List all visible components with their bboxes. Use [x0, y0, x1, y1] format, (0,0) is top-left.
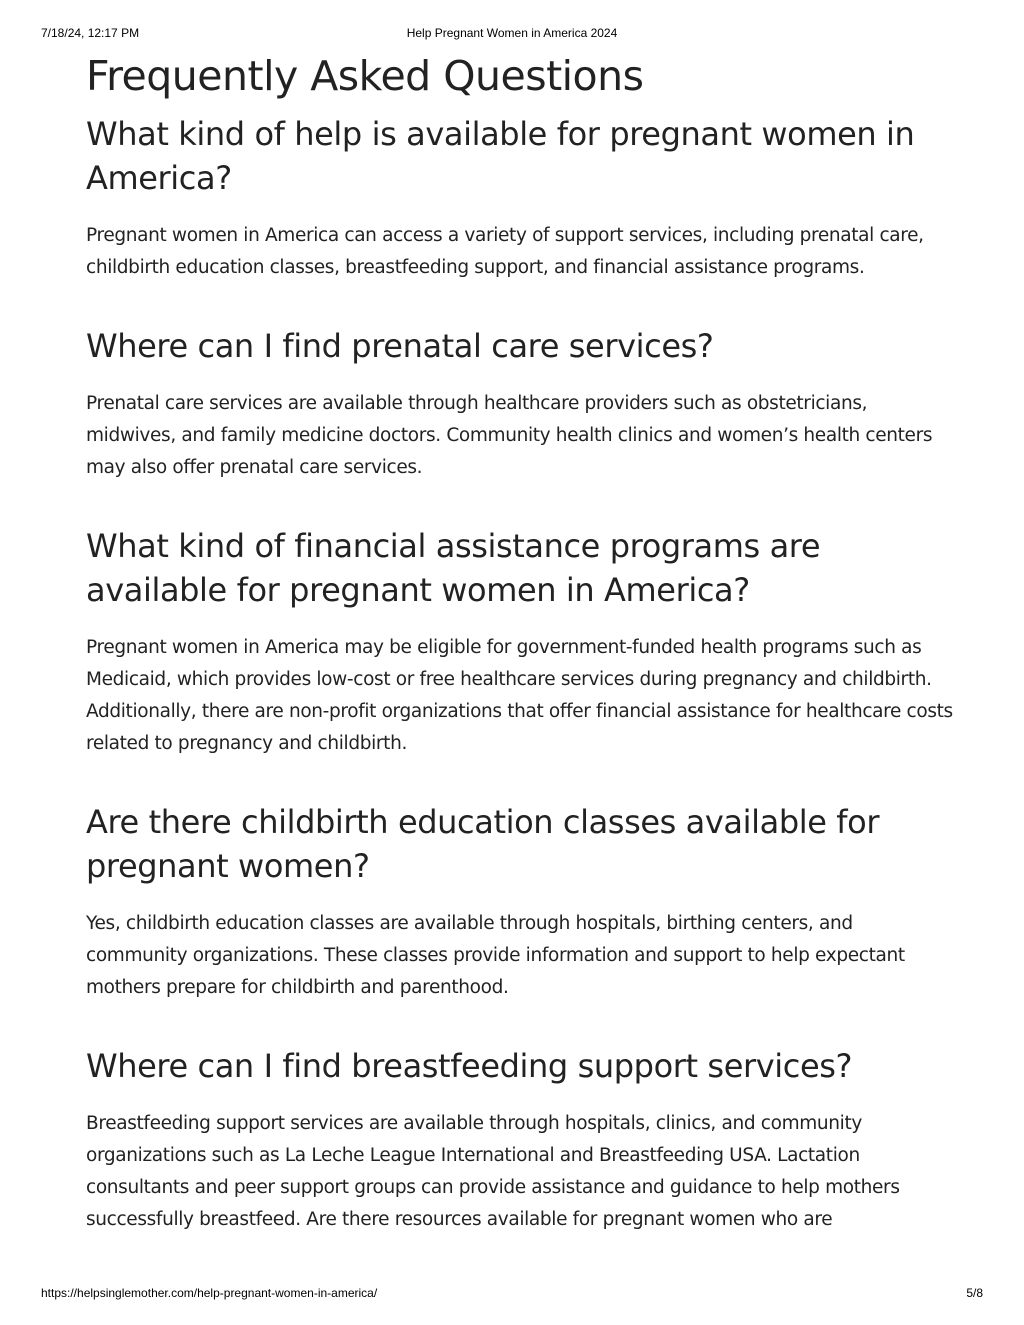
faq-answer: Pregnant women in America can access a variety of support services, including prenatal care, childbirth education classes, breastfeeding support, and financial assistance programs. [86, 225, 924, 278]
print-footer [0, 1286, 1024, 1302]
page-title: Frequently Asked Questions [86, 52, 644, 100]
faq-item [86, 524, 956, 760]
print-url: https://helpsinglemother.com/help-pregnant-women-in-america/ [41, 1286, 378, 1300]
print-header [0, 26, 1024, 42]
faq-item [86, 1044, 956, 1236]
page-number: 5/8 [966, 1286, 983, 1300]
faq-answer: Breastfeeding support services are available through hospitals, clinics, and community organizations such as La Leche League International and Breastfeeding USA. Lactation consultants and peer support groups can provide assistance and guidance to help mothers successfully breastfeed. Are there resources available for pregnant women who are [86, 1113, 900, 1230]
faq-answer: Yes, childbirth education classes are available through hospitals, birthing centers, and community organizations. These classes provide information and support to help expectant mothers prepare for childbirth and parenthood. [86, 913, 905, 998]
faq-item [86, 324, 956, 484]
faq-question: What kind of financial assistance programs are available for pregnant women in America? [86, 527, 821, 609]
faq-answer: Prenatal care services are available through healthcare providers such as obstetricians, midwives, and family medicine doctors. Community health clinics and women’s health centers may also offer prenatal care services. [86, 393, 933, 478]
print-datetime: 7/18/24, 12:17 PM [41, 26, 140, 40]
print-doc-title: Help Pregnant Women in America 2024 [406, 26, 618, 40]
faq-question: Are there childbirth education classes available for pregnant women? [86, 803, 880, 885]
faq-item [86, 112, 956, 284]
faq-question: What kind of help is available for pregnant women in America? [86, 115, 915, 197]
article-content [86, 48, 956, 1236]
faq-question: Where can I find breastfeeding support services? [86, 1047, 853, 1085]
faq-answer: Pregnant women in America may be eligible for government-funded health programs such as Medicaid, which provides low-cost or free healthcare services during pregnancy and childbirth. Additionally, there are non-profit organizations that offer financial assistance for healthcare costs related to pregnancy and childbirth. [86, 637, 953, 754]
faq-item [86, 800, 956, 1004]
faq-question: Where can I find prenatal care services? [86, 327, 714, 365]
